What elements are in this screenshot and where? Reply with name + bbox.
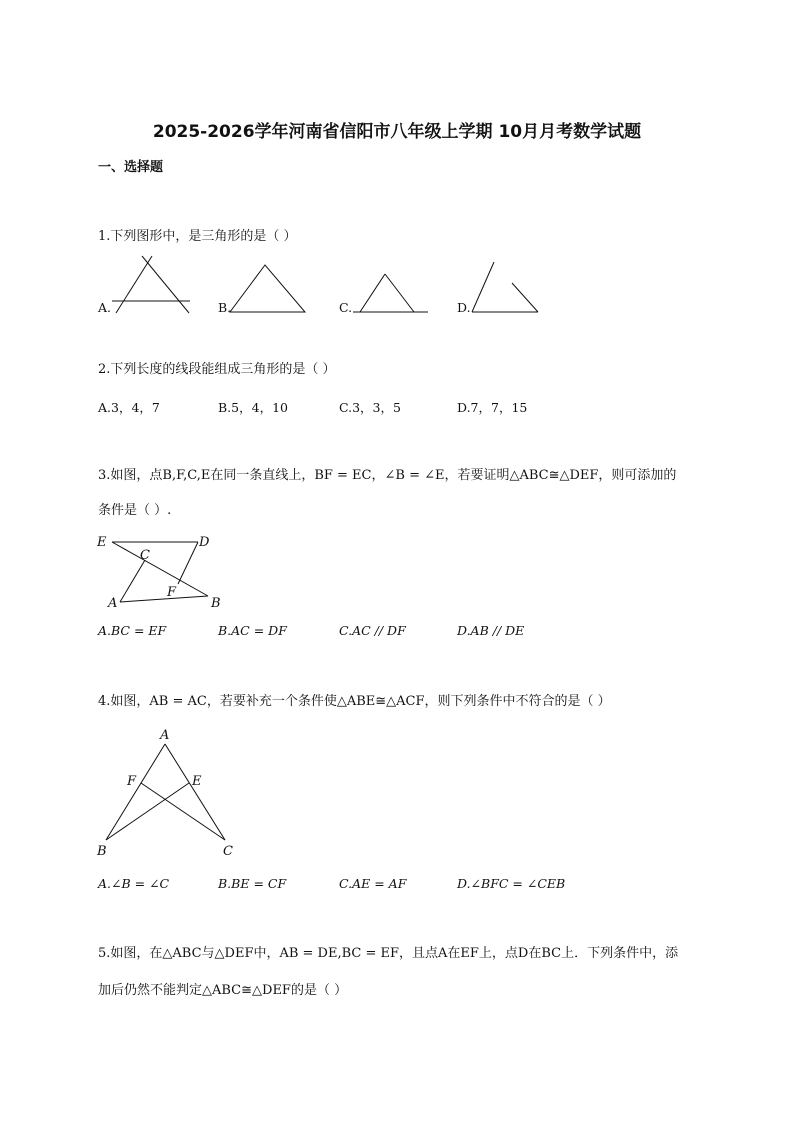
question-5-stem-line-2: 加后仍然不能判定△ABC≅△DEF的是（ ） xyxy=(98,983,348,998)
question-3-stem-line-2: 条件是（ ）. xyxy=(98,503,172,518)
question-4-stem: 4.如图，AB = AC，若要补充一个条件使△ABE≅△ACF，则下列条件中不符合的是（ ） xyxy=(98,694,611,709)
question-3-stem-line-1: 3.如图，点B,F,C,E在同一条直线上，BF = EC，∠B = ∠E，若要证明△ABC≅△DEF，则可添加的 xyxy=(98,468,677,483)
q4-label-f: F xyxy=(127,774,137,789)
q3-label-a: A xyxy=(108,596,118,611)
q1-option-c: C. xyxy=(339,300,353,315)
page-title: 2025-2026学年河南省信阳市八年级上学期 10月月考数学试题 xyxy=(152,122,642,142)
q4-label-a: A xyxy=(160,728,170,743)
q4-label-e: E xyxy=(192,774,202,789)
q4-option-c: C.AE = AF xyxy=(339,876,407,891)
q2-option-d: D.7，7，15 xyxy=(457,400,528,415)
q2-option-c: C.3，3，5 xyxy=(339,400,401,415)
q3-option-c: C.AC // DF xyxy=(339,623,406,638)
q4-option-b: B.BE = CF xyxy=(218,876,287,891)
q3-label-c: C xyxy=(140,548,150,563)
q2-option-b: B.5，4，10 xyxy=(218,400,288,415)
q3-label-e: E xyxy=(97,535,107,550)
q3-option-b: B.AC = DF xyxy=(218,623,287,638)
q3-label-f: F xyxy=(167,585,177,600)
q4-label-b: B xyxy=(97,844,107,859)
question-2-stem: 2.下列长度的线段能组成三角形的是（ ） xyxy=(98,362,336,377)
question-5-stem-line-1: 5.如图，在△ABC与△DEF中，AB = DE,BC = EF，且点A在EF上，点D在BC上．下列条件中，添 xyxy=(98,946,679,961)
q2-option-a: A.3，4，7 xyxy=(98,400,160,415)
q4-option-d: D.∠BFC = ∠CEB xyxy=(457,876,566,891)
q4-label-c: C xyxy=(223,844,233,859)
q3-option-d: D.AB // DE xyxy=(457,623,525,638)
question-1-stem: 1.下列图形中，是三角形的是（ ） xyxy=(98,229,297,244)
section-heading: 一、选择题 xyxy=(98,160,164,175)
q4-option-a: A.∠B = ∠C xyxy=(98,876,170,891)
q1-option-b: B. xyxy=(218,300,232,315)
q1-option-d: D. xyxy=(457,300,471,315)
q1-option-a: A. xyxy=(98,300,112,315)
q3-label-d: D xyxy=(199,535,210,550)
q3-label-b: B xyxy=(211,596,221,611)
q3-option-a: A.BC = EF xyxy=(98,623,167,638)
